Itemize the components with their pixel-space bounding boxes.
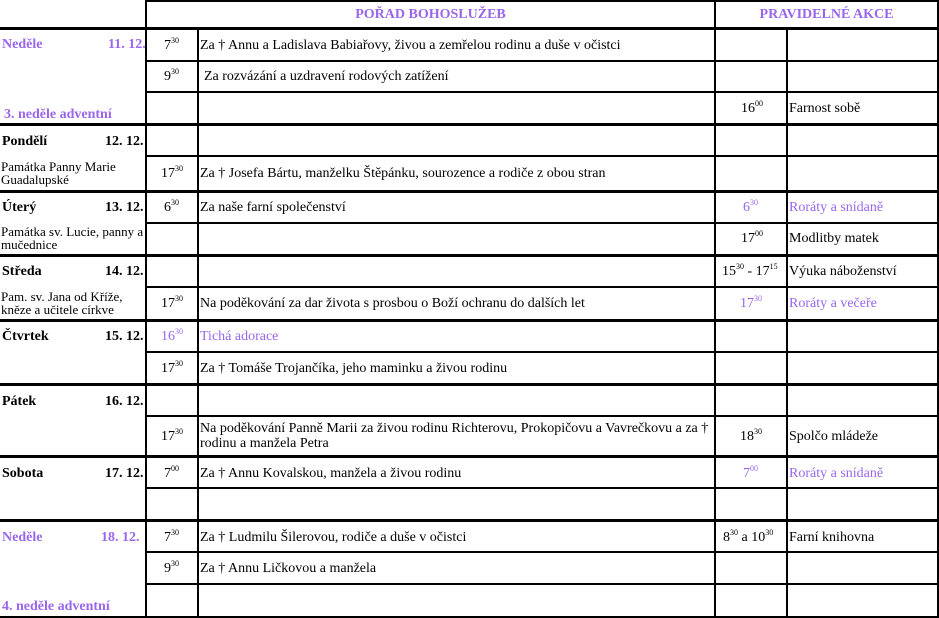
event-text: Roráty a snídaně xyxy=(789,200,884,215)
services-header: POŘAD BOHOSLUŽEB xyxy=(355,7,506,22)
day-date: 17. 12. xyxy=(105,466,144,481)
day-date: 14. 12. xyxy=(105,264,144,279)
day-name: Středa xyxy=(2,264,42,279)
service-time: $6^{30}$ xyxy=(164,198,179,215)
service-time: $7^{00}$ xyxy=(164,464,179,481)
event-time: $18^{30}$ xyxy=(740,427,762,444)
service-time: $17^{30}$ xyxy=(161,359,183,376)
day-date: 13. 12. xyxy=(105,200,144,215)
day-note: Památka Panny Marie Guadalupské xyxy=(1,159,116,187)
day-date: 11. 12. xyxy=(108,37,146,52)
service-text: Za naše farní společenství xyxy=(200,200,346,215)
day-name: Čtvrtek xyxy=(2,329,49,344)
day-name: Neděle xyxy=(2,530,43,545)
service-text: Za † Annu a Ladislava Babiařovy, živou a zemřelou rodinu a duše v očistci xyxy=(200,38,621,53)
event-text: Výuka náboženství xyxy=(789,264,897,279)
day-note: Památka sv. Lucie, panny a mučednice xyxy=(1,224,144,252)
day-date: 18. 12. xyxy=(101,530,140,545)
day-date: 15. 12. xyxy=(105,329,144,344)
day-note: Pam. sv. Jana od Kříže, kněze a učitele církve xyxy=(1,289,123,317)
service-time: $9^{30}$ xyxy=(164,67,179,84)
day-name: Pondělí xyxy=(2,134,48,149)
service-text: Za † Annu Kovalskou, manžela a živou rodinu xyxy=(200,466,462,481)
event-text: Roráty a večeře xyxy=(789,296,877,311)
day-date: 12. 12. xyxy=(105,134,144,149)
service-text: Za † Annu Ličkovou a manžela xyxy=(200,561,377,576)
service-text: Za † Ludmilu Šilerovou, rodiče a duše v očistci xyxy=(200,530,467,545)
event-text: Modlitby matek xyxy=(789,231,879,246)
event-time: $8^{30}$ a $10^{30}$ xyxy=(723,528,774,545)
service-time: $17^{30}$ xyxy=(161,427,183,444)
day-name: Pátek xyxy=(2,394,37,409)
day-name: Úterý xyxy=(2,200,37,215)
event-time: $15^{30} - 17^{15}$ xyxy=(722,262,778,279)
service-time: $7^{30}$ xyxy=(164,528,179,545)
service-text: Za rozvázání a uzdravení rodových zatížení xyxy=(204,69,449,84)
event-time: $7^{00}$ xyxy=(743,464,758,481)
event-text: Roráty a snídaně xyxy=(789,466,884,481)
service-time: $7^{30}$ xyxy=(164,36,179,53)
service-time: $17^{30}$ xyxy=(161,164,183,181)
service-time: $16^{30}$ xyxy=(161,327,183,344)
event-time: $6^{30}$ xyxy=(743,198,758,215)
service-text: Za † Tomáše Trojančíka, jeho maminku a živou rodinu xyxy=(200,361,508,376)
day-date: 16. 12. xyxy=(105,394,144,409)
service-text: Tichá adorace xyxy=(200,329,279,344)
event-time: $16^{00}$ xyxy=(741,99,763,116)
day-name: Neděle xyxy=(2,37,43,52)
day-name: Sobota xyxy=(2,466,44,481)
events-header: PRAVIDELNÉ AKCE xyxy=(759,7,894,22)
day-note: 3. neděle adventní xyxy=(4,107,112,122)
event-time: $17^{00}$ xyxy=(741,229,763,246)
event-time: $17^{30}$ xyxy=(740,294,762,311)
service-text: Za † Josefa Bártu, manželku Štěpánku, sourozence a rodiče z obou stran xyxy=(200,166,606,181)
event-text: Farní knihovna xyxy=(789,530,875,545)
service-time: $9^{30}$ xyxy=(164,559,179,576)
service-text: Na poděkování Panně Marii za živou rodinu Richterovu, Prokopičovu a Vavrečkovu a za † rodinu a manžela Petra xyxy=(200,421,709,451)
event-text: Spolčo mládeže xyxy=(789,429,879,444)
service-text: Na poděkování za dar života s prosbou o Boží ochranu do dalších let xyxy=(200,296,585,311)
event-text: Farnost sobě xyxy=(789,101,861,116)
service-time: $17^{30}$ xyxy=(161,294,183,311)
day-note: 4. neděle adventní xyxy=(2,599,110,614)
